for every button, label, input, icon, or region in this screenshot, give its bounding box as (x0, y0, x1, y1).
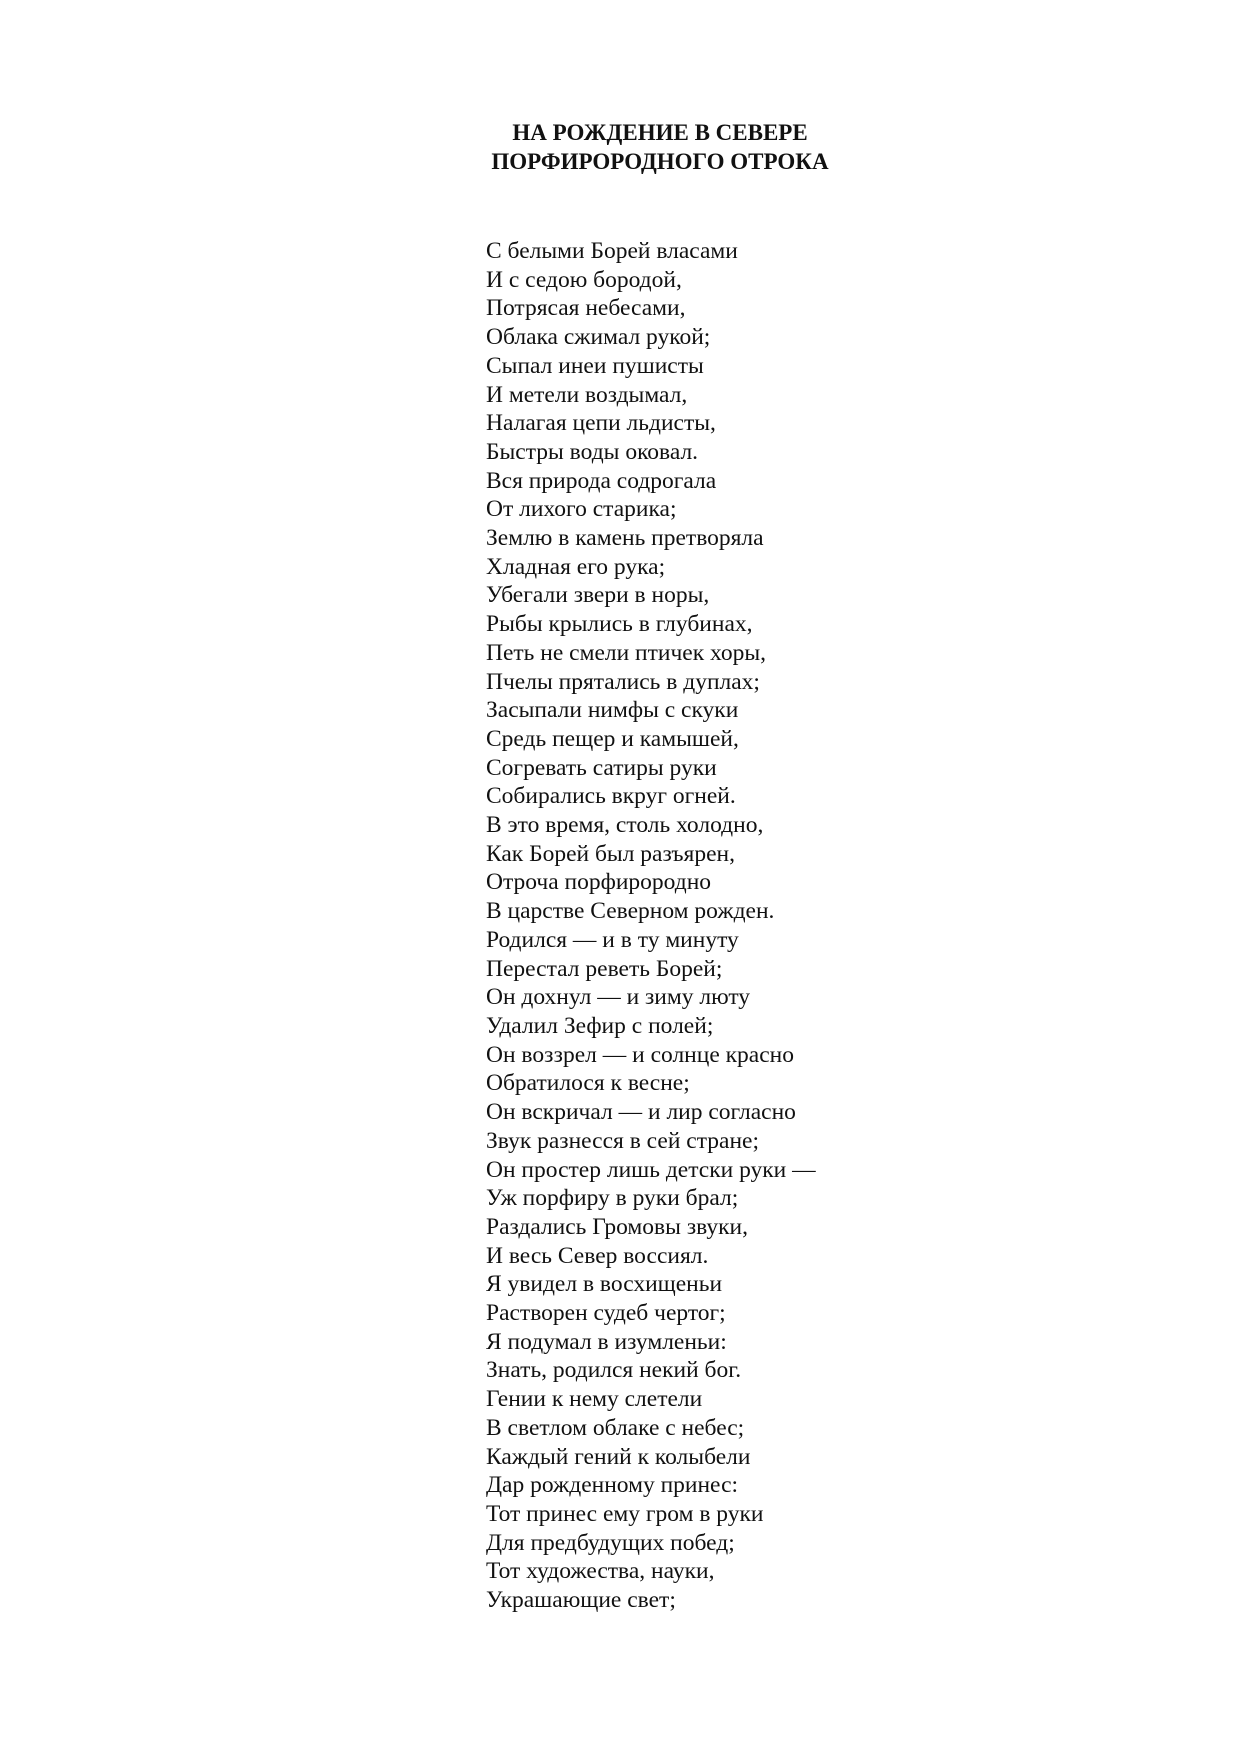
poem-line: Засыпали нимфы с скуки (486, 697, 739, 724)
poem-line: Каждый гений к колыбели (486, 1443, 751, 1470)
poem-line: Уж порфиру в руки брал; (486, 1185, 739, 1212)
poem-line: И с седою бородой, (486, 266, 682, 293)
poem-line: Он вскричал — и лир согласно (486, 1099, 796, 1126)
poem-line: Облака сжимал рукой; (486, 324, 711, 351)
poem-line: Звук разнесся в сей стране; (486, 1127, 759, 1154)
poem-line: С белыми Борей власами (486, 238, 738, 264)
poem-line: Петь не смели птичек хоры, (486, 639, 767, 666)
poem-line: Он простер лишь детски руки — (486, 1156, 816, 1183)
poem-line: Тот принес ему гром в руки (486, 1500, 764, 1527)
poem-body (486, 237, 816, 1615)
poem-line: Сыпал инеи пушисты (486, 352, 704, 379)
poem-line: Тот художества, науки, (486, 1558, 715, 1585)
poem-line: Я подумал в изумленьи: (486, 1328, 727, 1355)
poem-line: И метели воздымал, (486, 381, 688, 408)
poem-line: Я увидел в восхищеньи (486, 1271, 723, 1298)
poem-line: В царстве Северном рожден. (486, 898, 775, 925)
poem-line: Налагая цепи льдисты, (486, 410, 716, 437)
poem-line: Растворен судеб чертог; (486, 1300, 726, 1327)
poem-line: Хладная его рука; (486, 553, 666, 580)
poem-line: Дар рожденному принес: (486, 1472, 739, 1499)
poem-line: Убегали звери в норы, (486, 582, 710, 609)
poem-line: В светлом облаке с небес; (486, 1414, 745, 1441)
poem-line: Отроча порфирородно (486, 869, 712, 896)
poem-line: И весь Север воссиял. (486, 1242, 709, 1269)
poem-line: Для предбудущих побед; (486, 1529, 735, 1556)
poem-line: Перестал реветь Борей; (486, 955, 723, 982)
poem-line: В это время, столь холодно, (486, 812, 764, 839)
poem-line: Землю в камень претворяла (486, 525, 764, 552)
poem-title (0, 118, 1241, 176)
poem-line: Быстры воды оковал. (486, 438, 699, 465)
poem-title-line: НА РОЖДЕНИЕ В СЕВЕРЕ (512, 120, 808, 145)
poem-line: Средь пещер и камышей, (486, 725, 739, 752)
poem-line: Он воззрел — и солнце красно (486, 1041, 794, 1068)
poem-title-line: ПОРФИРОРОДНОГО ОТРОКА (491, 149, 829, 174)
poem-line: Пчелы прятались в дуплах; (486, 668, 760, 695)
poem-line: Гении к нему слетели (486, 1386, 703, 1413)
poem-line: Рыбы крылись в глубинах, (486, 611, 753, 638)
poem-line: Вся природа содрогала (486, 467, 717, 494)
poem-line: Он дохнул — и зиму люту (486, 984, 751, 1011)
poem-line: Украшающие свет; (486, 1587, 676, 1614)
poem-line: Потрясая небесами, (486, 295, 686, 322)
poem-line: От лихого старика; (486, 496, 677, 523)
poem-line: Раздались Громовы звуки, (486, 1213, 749, 1240)
poem-line: Обратилося к весне; (486, 1070, 690, 1097)
poem-line: Собирались вкруг огней. (486, 783, 736, 810)
poem-line: Как Борей был разъярен, (486, 840, 735, 867)
poem-line: Родился — и в ту минуту (486, 926, 739, 953)
poem-line: Знать, родился некий бог. (486, 1357, 742, 1384)
poem-line: Согревать сатиры руки (486, 754, 717, 781)
poem-line: Удалил Зефир с полей; (486, 1012, 714, 1039)
